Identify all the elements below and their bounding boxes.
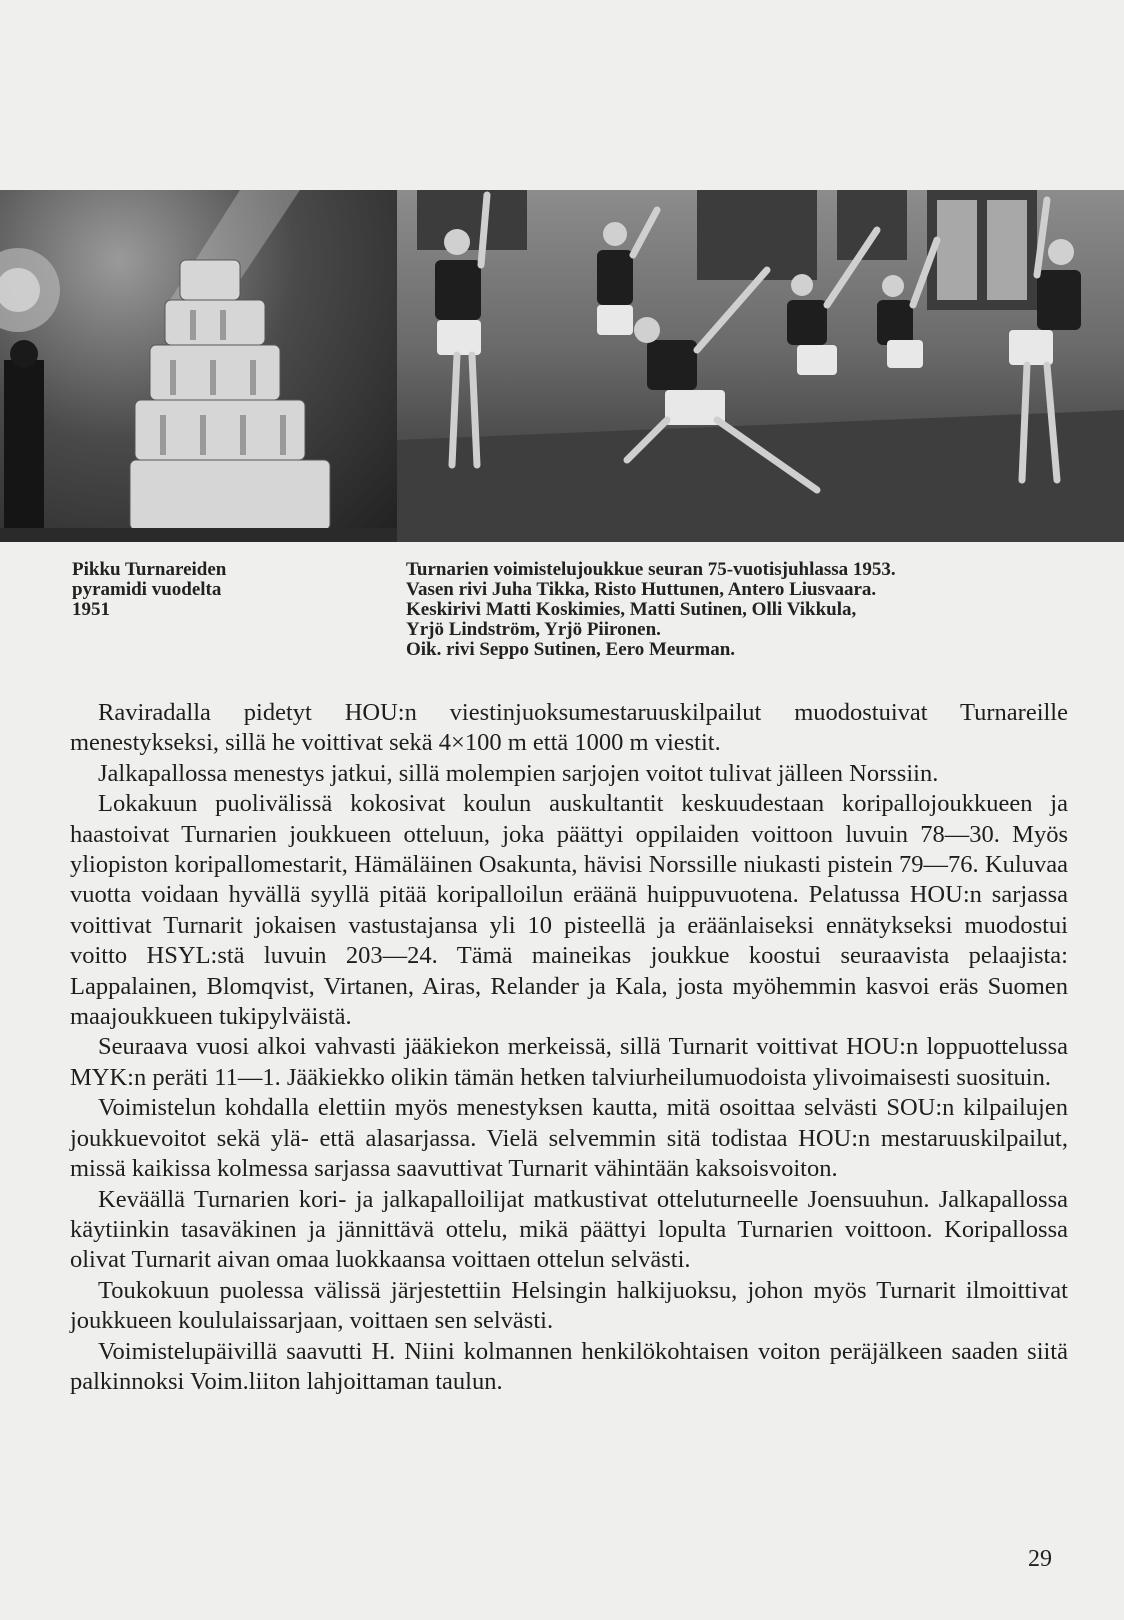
- caption-line: 1951: [72, 599, 110, 620]
- paragraph: Jalkapallossa menestys jatkui, sillä molempien sarjojen voitot tulivat jälleen Norssiin.: [98, 759, 939, 787]
- gymnastics-illustration: [397, 190, 1124, 542]
- paragraph: Voimistelun kohdalla elettiin myös menestyksen kautta, mitä osoittaa selvästi SOU:n kilpailujen joukkuevoitot sekä ylä- että alasarjassa. Vielä selvemmin sitä todistaa HOU:n mestaruuskilpailut, missä kaikissa kolmessa sarjassa saavuttivat Turnarit vähintään kaksoisvoiton.: [70, 1094, 1068, 1183]
- paragraph: Keväällä Turnarien kori- ja jalkapalloilijat matkustivat otteluturneelle Joensuuhun. Jalkapallossa käytiinkin tasaväkinen ja jännittävä ottelu, mikä päättyi lopulta Turnarien voittoon. Koripallossa olivat Turnarit aivan omaa luokkaansa voittaen ottelun selvästi.: [70, 1185, 1068, 1274]
- paragraph: Toukokuun puolessa välissä järjestettiin Helsingin halkijuoksu, johon myös Turnarit ilmoittivat joukkueen koululaissarjaan, voittaen sen selvästi.: [70, 1276, 1068, 1335]
- paragraph: Raviradalla pidetyt HOU:n viestinjuoksumestaruuskilpailut muodostuivat Turnareille menestykseksi, sillä he voittivat sekä 4×100 m että 1000 m viestit.: [70, 699, 1068, 757]
- pyramid-photo: [0, 190, 397, 542]
- pyramid-illustration: [0, 190, 397, 542]
- caption-line: Keskirivi Matti Koskimies, Matti Sutinen, Olli Vikkula,: [406, 599, 857, 620]
- paragraph: Lokakuun puolivälissä kokosivat koulun auskultantit keskuudestaan koripallojoukkueen ja haastoivat Turnarien joukkueen otteluun, joka päättyi oppilaiden voittoon luvuin 78—30. Myös yliopiston koripallomestarit, Hämäläinen Osakunta, hävisi Norssille niukasti pistein 79—76. Kuluvaa vuotta voidaan hyvällä syyllä pitää koripalloilun eräänä huippuvuotena. Pelatussa HOU:n sarjassa voittivat Turnarit jokaisen vastustajansa yli 10 pisteellä ja eräänlaiseksi ennätykseksi muodostui voitto HSYL:stä luvuin 203—24. Tämä maineikas joukkue koostui seuraavista pelaajista: Lappalainen, Blomqvist, Virtanen, Airas, Relander ja Kala, josta myöhemmin kasvoi eräs Suomen maajoukkueen tukipylväistä.: [70, 790, 1068, 1031]
- photo-caption-right: [406, 560, 1086, 660]
- photo-strip: [0, 190, 1124, 542]
- caption-line: Pikku Turnareiden: [72, 559, 227, 580]
- caption-line: Yrjö Lindström, Yrjö Piironen.: [406, 619, 661, 640]
- photo-caption-left: [72, 560, 362, 620]
- article-body: [70, 698, 1068, 1397]
- caption-line: pyramidi vuodelta: [72, 579, 222, 600]
- caption-line: Oik. rivi Seppo Sutinen, Eero Meurman.: [406, 639, 736, 660]
- paragraph: Voimistelupäivillä saavutti H. Niini kolmannen henkilökohtaisen voiton peräjälkeen saaden siitä palkinnoksi Voim.liiton lahjoittaman taulun.: [70, 1337, 1068, 1395]
- gymnastics-team-photo: [397, 190, 1124, 542]
- paragraph: Seuraava vuosi alkoi vahvasti jääkiekon merkeissä, sillä Turnarit voittivat HOU:n loppuottelussa MYK:n peräti 11—1. Jääkiekko olikin tämän hetken talviurheilumuodoista ylivoimaisesti suosituin.: [70, 1033, 1068, 1091]
- page-number: 29: [1028, 1546, 1052, 1572]
- caption-line: Vasen rivi Juha Tikka, Risto Huttunen, Antero Liusvaara.: [406, 579, 877, 600]
- caption-line: Turnarien voimistelujoukkue seuran 75-vuotisjuhlassa 1953.: [406, 559, 896, 580]
